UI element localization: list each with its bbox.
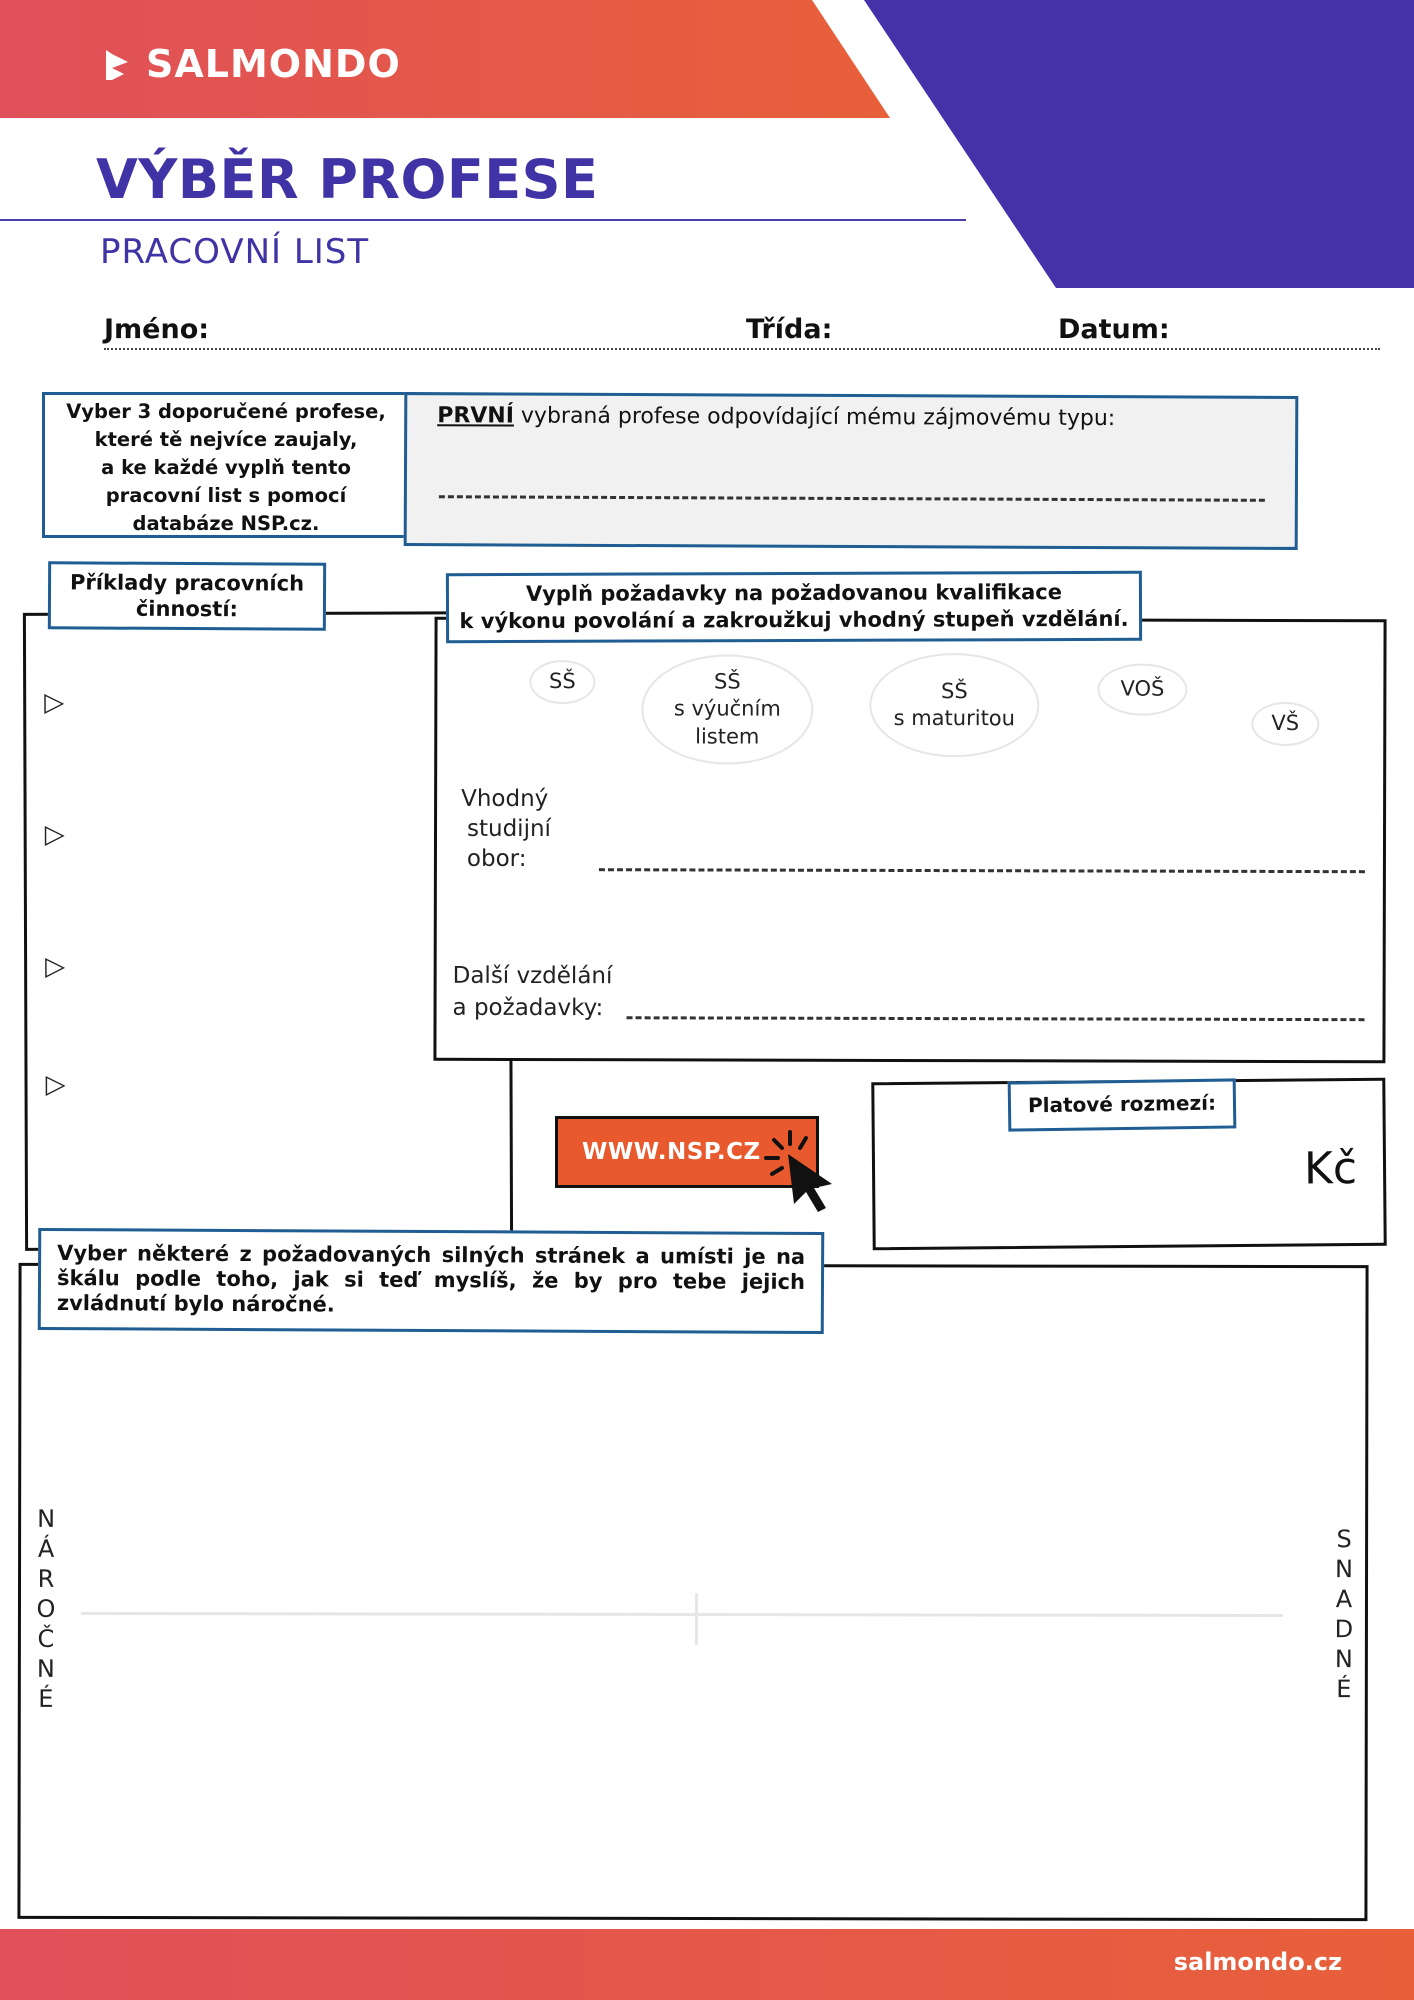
level-ss-m-oval[interactable] [869,653,1039,757]
field-label-line: studijní [466,815,551,843]
scale-right-text: SNADNÉ [1334,1525,1354,1704]
level-ss-vl-line: s výučním [673,696,781,722]
level-ss-m-line: s maturitou [893,705,1016,731]
level-vs-oval[interactable] [1251,702,1319,746]
salary-currency: Kč [1303,1143,1358,1195]
form-dotted-line[interactable] [104,348,1380,350]
level-vs: VŠ [1271,711,1300,736]
first-emphasis: PRVNÍ [437,403,514,429]
strengths-instruction: Vyber některé z požadovaných silných stránek a umísti je na škálu podle toho, jak si teď myslíš, že by pro tebe jejich zvládnutí bylo náročné. [56,1241,806,1317]
strengths-instruction-box [38,1228,825,1334]
scale-midpoint-tick [695,1593,698,1645]
instructions-box [42,392,410,538]
brand-name: SALMONDO [146,42,401,86]
brand-logo [102,42,401,86]
activity-bullet-icon: ▷ [44,819,65,850]
scale-right-label [1329,1524,1359,1704]
field-label [461,784,551,874]
further-label-line: a požadavky: [452,994,604,1022]
title-divider [0,219,966,221]
salary-title: Platové rozmezí: [1027,1090,1217,1118]
first-profession-box[interactable] [404,392,1299,550]
cursor-click-icon [762,1128,842,1212]
qualification-title-box [446,571,1142,643]
further-label [453,960,613,1024]
header-accent-shape [864,0,1414,288]
instructions-line: databáze NSP.cz. [132,512,320,535]
level-ss-vl-oval[interactable] [641,654,813,764]
instructions-line: a ke každé vyplň tento [101,456,351,479]
level-ss-oval[interactable] [529,660,595,704]
activities-title-line: Příklady pracovních [70,570,305,596]
page-subtitle: PRACOVNÍ LIST [100,232,370,272]
further-label-line: Další vzdělání [452,962,613,990]
first-prompt-text: vybraná profese odpovídající mému zájmovému typu: [513,403,1116,432]
footer-site-link[interactable]: salmondo.cz [1173,1948,1342,1976]
qualification-title-line: Vyplň požadavky na požadovanou kvalifikace [525,580,1062,606]
first-profession-answer-line[interactable] [439,495,1265,502]
salmondo-logo-icon [102,47,132,81]
name-label: Jméno: [104,314,210,345]
activities-title-line: činností: [135,596,239,622]
level-ss: SŠ [549,669,576,694]
date-label: Datum: [1058,314,1170,345]
field-label-line: Vhodný [461,785,549,813]
first-profession-prompt [437,403,1115,431]
instructions-line: pracovní list s pomocí [105,484,347,507]
qualification-box[interactable] [433,617,1386,1063]
level-vos: VOŠ [1120,676,1165,702]
activity-bullet-icon: ▷ [45,1069,66,1100]
field-label-line: obor: [466,845,527,872]
qualification-title-line: k výkonu povolání a zakroužkuj vhodný stupeň vzdělání. [459,606,1129,634]
instructions-line: Vyber 3 doporučené profese, [66,400,386,423]
difficulty-scale-line[interactable] [81,1612,1283,1617]
salary-title-box [1008,1078,1237,1131]
level-ss-vl-line: SŠ [714,669,741,694]
activity-bullet-icon: ▷ [44,687,65,718]
scale-left-label [31,1504,61,1714]
page-title: VÝBĚR PROFESE [96,148,599,211]
level-vos-oval[interactable] [1097,663,1187,715]
scale-left-text: NÁROČNÉ [36,1504,56,1713]
further-answer-line[interactable] [627,1016,1365,1021]
activity-bullet-icon: ▷ [45,951,66,982]
level-ss-m-line: SŠ [941,678,968,703]
nsp-link-text: WWW.NSP.CZ [582,1139,761,1165]
instructions-line: které tě nejvíce zaujaly, [94,428,358,451]
strengths-box[interactable] [17,1263,1368,1921]
class-label: Třída: [746,314,833,345]
activities-title-box [48,561,326,630]
field-answer-line[interactable] [599,868,1365,873]
level-ss-vl-line: listem [695,724,760,749]
